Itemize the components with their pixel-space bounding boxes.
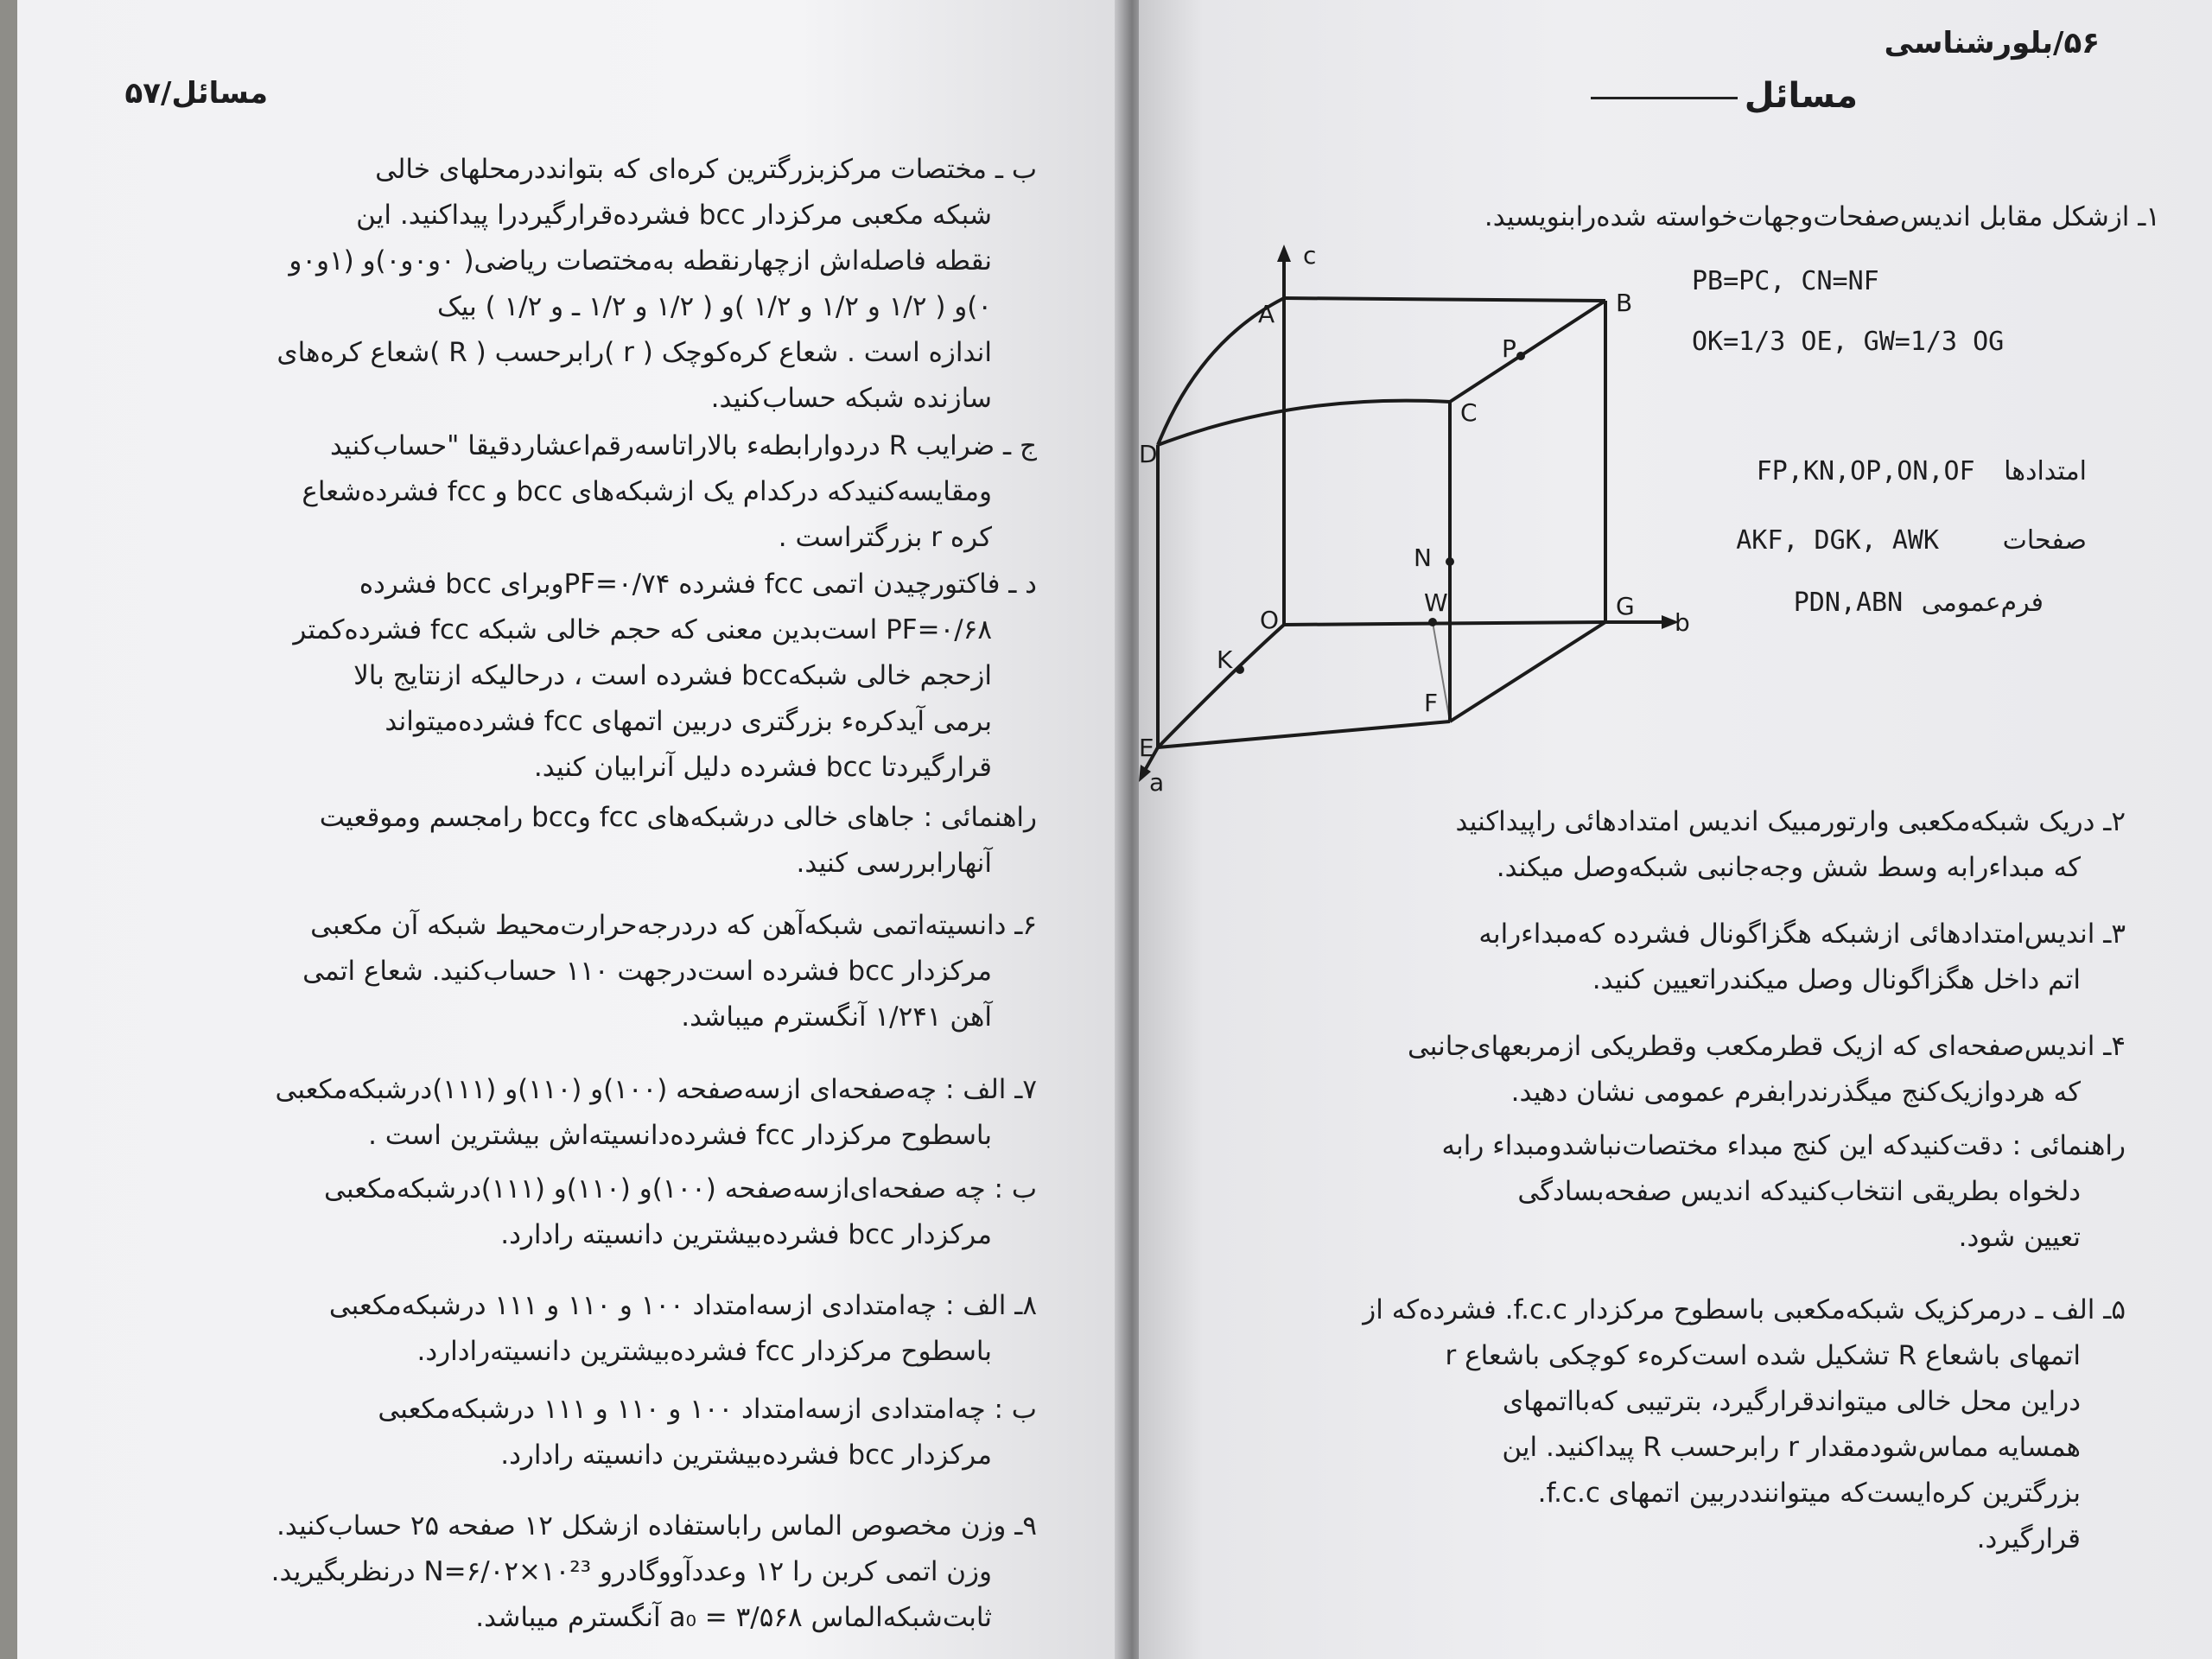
text-line: نقطه فاصله‌اش ازچهارنقطه به‌مختصات ریاضی( ۰و۰و۰)و (۱و۰و	[289, 245, 992, 276]
question-2	[1218, 799, 2126, 891]
question-8a	[112, 1283, 1037, 1375]
text-line: ۱ـ ازشکل مقابل اندیس‌صفحات‌وجهات‌خواسته شده‌رابنویسید.	[1484, 201, 2160, 232]
text-line: اتم داخل هگزاگونال وصل میکندراتعیین کنید.	[1592, 964, 2081, 995]
directions-label: امتدادها	[2004, 456, 2087, 486]
planes-row	[1736, 518, 2087, 563]
text-line: آهن ۱/۲۴۱ آنگسترم میباشد.	[681, 1001, 992, 1033]
text-line: ۰)و ( ۱/۲ و ۱/۲ و ۱/۲ )و ( ۱/۲ و ۱/۲ ـ و ۱/۲ ) بیک	[437, 291, 992, 322]
question-1	[1210, 194, 2160, 240]
planes-label: صفحات	[2002, 525, 2087, 556]
question-5a	[1218, 1287, 2126, 1562]
text-line: مرکزدار bcc فشرده‌بیشترین دانسیته رادارد.	[500, 1219, 992, 1250]
label-O: O	[1260, 606, 1280, 634]
text-line: ب : چه صفحه‌ای‌ازسه‌صفحه (۱۰۰)و (۱۱۰)و (۱۱۱)درشبکه‌مکعبی	[324, 1173, 1037, 1205]
text-line: قرارگیردتا bcc فشرده دلیل آنرابیان کنید.	[533, 752, 992, 783]
edge-EF	[1158, 721, 1450, 747]
directions-row	[1757, 449, 2087, 494]
text-line: ۴ـ اندیس‌صفحه‌ای که ازیک قطرمکعب وقطریکی ازمربعهای‌جانبی	[1407, 1031, 2126, 1062]
question-9	[112, 1503, 1037, 1641]
text-line: همسایه مماس‌شودمقدار r رابرحسب R پیداکنید. این	[1502, 1432, 2081, 1463]
text-line: کره r بزرگتراست .	[778, 522, 992, 553]
label-C: C	[1460, 398, 1478, 427]
text-line: اندازه است . شعاع کره‌کوچک ( r )رابرحسب ( R )شعاع کره‌های	[276, 337, 992, 368]
directions-value: FP,KN,OP,ON,OF	[1756, 456, 1975, 486]
question-3	[1218, 912, 2126, 1003]
left-page	[17, 0, 1132, 1659]
label-b: b	[1675, 608, 1690, 637]
general-label: فرم‌عمومی	[1921, 588, 2044, 618]
label-A: A	[1258, 300, 1275, 328]
text-line: که هردوازیک‌کنج میگذرندرابفرم عمومی نشان دهید.	[1510, 1077, 2081, 1108]
point-P	[1516, 352, 1525, 360]
edge-DC	[1158, 401, 1450, 445]
item-b	[112, 147, 1037, 422]
label-a: a	[1149, 768, 1165, 797]
hint-1	[112, 795, 1037, 887]
edge-OG	[1284, 622, 1605, 625]
text-line: ۳ـ اندیس‌امتدادهائی ازشبکه هگزاگونال فشرده که‌مبداءرابه	[1478, 918, 2126, 950]
section-title-text: مسائل	[1744, 76, 1858, 116]
text-line: اتمهای باشعاع R تشکیل شده است‌کره‌ء کوچکی باشعاع r	[1445, 1340, 2081, 1371]
text-line: ۷ـ الف : چه‌صفحه‌ای ازسه‌صفحه (۱۰۰)و (۱۱۰)و (۱۱۱)درشبکه‌مکعبی	[275, 1074, 1037, 1105]
general-value: PDN,ABN	[1793, 588, 1904, 618]
arrow-c	[1277, 245, 1291, 262]
text-line: سازنده شبکه حساب‌کنید.	[710, 383, 992, 414]
text-line: راهنمائی : جاهای خالی درشبکه‌های fcc وbcc رامجسم وموقعیت	[319, 802, 1037, 833]
label-F: F	[1424, 689, 1439, 717]
text-line: که مبداءرابه وسط شش وجه‌جانبی شبکه‌وصل میکند.	[1496, 852, 2081, 883]
hint-4	[1218, 1123, 2126, 1261]
edge-CB	[1450, 301, 1605, 402]
title-rule	[1591, 97, 1738, 99]
text-line: ۵ـ الف ـ درمرکزیک شبکه‌مکعبی باسطوح مرکزدار f.c.c. فشرده‌که از	[1363, 1294, 2126, 1325]
point-K	[1236, 665, 1244, 674]
text-line: مرکزدار bcc فشرده‌بیشترین دانسیته رادارد.	[500, 1440, 992, 1471]
text-line: ب : چه‌امتدادی ازسه‌امتداد ۱۰۰ و ۱۱۰ و ۱۱۱ درشبکه‌مکعبی	[378, 1394, 1037, 1425]
page-header-56: ۵۶/بلورشناسی	[1884, 26, 2100, 60]
text-line: شبکه مکعبی مرکزدار bcc فشرده‌قرارگیرد‌را پیداکنید. این	[356, 200, 992, 231]
text-line: ومقایسه‌کنیدکه درکدام یک ازشبکه‌های bcc و fcc فشرده‌شعاع	[302, 476, 992, 507]
question-7b	[112, 1166, 1037, 1258]
text-line: دلخواه بطریقی انتخاب‌کنیدکه اندیس صفحه‌بسادگی	[1517, 1176, 2081, 1207]
text-line: راهنمائی : دقت‌کنیدکه این کنج مبداء مختصات‌نباشدومبداء رابه	[1441, 1130, 2126, 1161]
text-line: ب ـ مختصات مرکزبزرگترین کره‌ای که بتواندد‌رمحلهای خالی	[375, 154, 1037, 185]
page-header-57: مسائل/۵۷	[124, 76, 268, 111]
edge-FG	[1450, 622, 1605, 721]
question-8b	[112, 1387, 1037, 1478]
text-line: د ـ فاکتورچیدن اتمی fcc فشرده PF=۰/۷۴وبرای bcc فشرده	[359, 569, 1037, 600]
text-line: ازحجم خالی شبکه‌bcc فشرده است ، درحالیکه ازنتایج بالا	[353, 660, 992, 691]
item-d	[112, 562, 1037, 791]
item-j	[112, 423, 1037, 561]
text-line: وزن اتمی کربن را ۱۲ وعددآووگادرو N=۶/۰۲×۱۰²³ درنظربگیرید.	[270, 1556, 992, 1587]
label-G: G	[1616, 592, 1635, 620]
planes-value: AKF, DGK, AWK	[1736, 525, 1940, 556]
label-W: W	[1424, 588, 1448, 617]
point-N	[1446, 557, 1454, 566]
point-W	[1428, 618, 1437, 626]
question-6	[112, 903, 1037, 1040]
text-line: مرکزدار bcc فشرده است‌درجهت ۱۱۰ حساب‌کنید. شعاع اتمی	[302, 956, 992, 987]
text-line: ۶ـ دانسیته‌اتمی شبکه‌آهن که دردرجه‌حرارت‌محیط شبکه آن مکعبی	[310, 910, 1037, 941]
text-line: باسطوح مرکزدار fcc فشرده‌بیشترین دانسیته‌رادارد.	[416, 1336, 992, 1367]
label-E: E	[1139, 734, 1154, 762]
given-line-1: PB=PC, CN=NF	[1692, 266, 1879, 296]
text-line: باسطوح مرکزدار fcc فشرده‌دانسیته‌اش بیشترین است .	[368, 1120, 992, 1151]
label-K: K	[1217, 645, 1233, 674]
text-line: ۸ـ الف : چه‌امتدادی ازسه‌امتداد ۱۰۰ و ۱۱۰ و ۱۱۱ درشبکه‌مکعبی	[328, 1290, 1037, 1321]
edge-AB	[1284, 298, 1605, 301]
given-equalities	[1692, 259, 2004, 365]
text-line: تعیین شود.	[1958, 1222, 2081, 1253]
label-P: P	[1502, 334, 1516, 363]
text-line: آنهارابررسی کنید.	[796, 848, 992, 879]
general-row	[1794, 581, 2044, 626]
label-N: N	[1414, 543, 1432, 572]
edge-OE	[1158, 625, 1284, 747]
label-c: c	[1303, 241, 1317, 270]
text-line: بزرگترین کره‌ایست‌که میتواننددربین اتمهای f.c.c.	[1537, 1478, 2081, 1509]
question-7a	[112, 1067, 1037, 1159]
text-line: ج ـ ضرایب R درد‌وارابطه‌ء بالاراتاسه‌رقم‌اعشاردقیقا "حساب‌کنید	[329, 430, 1037, 461]
text-line: برمی آیدکره‌ء بزرگتری دربین اتمهای fcc فشرده‌میتواند	[385, 706, 992, 737]
given-line-2: OK=1/3 OE, GW=1/3 OG	[1692, 327, 2005, 357]
label-D: D	[1139, 440, 1158, 468]
cube-diagram	[1139, 238, 1726, 808]
label-B: B	[1616, 289, 1633, 317]
question-4	[1218, 1024, 2126, 1116]
text-line: PF=۰/۶۸ است‌بدین معنی که حجم خالی شبکه fcc فشرده‌کمتر	[293, 614, 992, 645]
text-line: ۹ـ وزن مخصوص الماس راباستفاده ازشکل ۱۲ صفحه ۲۵ حساب‌کنید.	[276, 1510, 1037, 1541]
text-line: ثابت‌شبکه‌الماس a₀ = ۳/۵۶۸ آنگسترم میباشد.	[475, 1602, 992, 1633]
section-title	[1591, 76, 1858, 116]
text-line: قرارگیرد.	[1976, 1523, 2081, 1554]
text-line: دراین محل خالی میتواندقرارگیرد، بترتیبی که‌بااتمهای	[1502, 1386, 2081, 1417]
text-line: ۲ـ دریک شبکه‌مکعبی وارتورمبیک اندیس امتدادهائی راپیداکنید	[1455, 806, 2126, 837]
